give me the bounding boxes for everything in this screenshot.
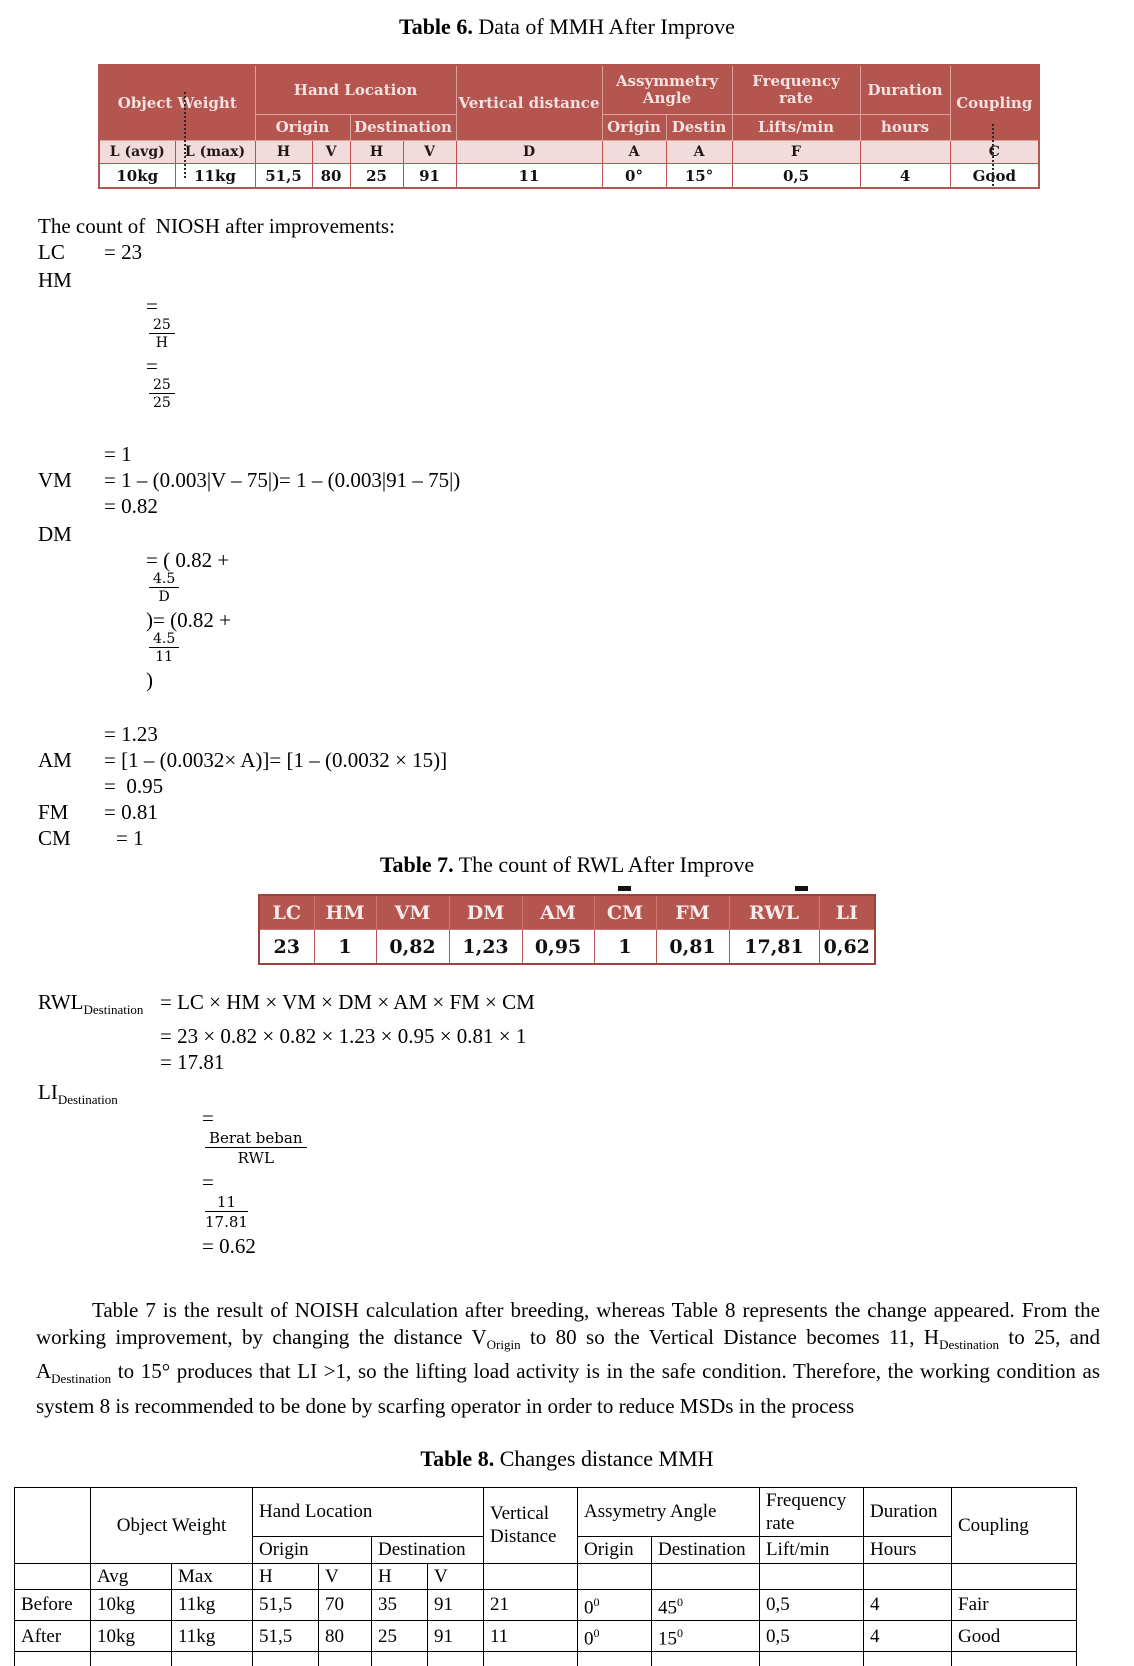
equals-sign: = bbox=[146, 354, 158, 378]
formula-dm-mid: )= (0.82 + bbox=[146, 608, 231, 632]
niosh-intro: The count of NIOSH after improvements: bbox=[38, 214, 395, 238]
t8-sub-empty bbox=[864, 1563, 952, 1589]
formula-label-cm: CM bbox=[38, 826, 71, 850]
t6-value-cell: 11 bbox=[456, 164, 602, 189]
t7-header-cm: CM bbox=[594, 895, 656, 930]
table6-wrapper bbox=[98, 64, 1038, 189]
t6-header-coupling: Coupling bbox=[950, 65, 1039, 141]
table8-caption-number: Table 8. bbox=[420, 1445, 495, 1471]
t8-header-object-weight: Object Weight bbox=[91, 1487, 253, 1563]
table8 bbox=[14, 1487, 1077, 1666]
t8-sub-empty bbox=[15, 1563, 91, 1589]
formula-dm-pre: = ( 0.82 + bbox=[146, 548, 230, 572]
paragraph-text: to 15° produces that LI >1, so the lifting load activity is in the safe condition. Therefore, the working condition as system 8 is recommended to be done by scarfing operator in order to reduce MSDs in the process bbox=[36, 1359, 1100, 1418]
t6-sub-cell: V bbox=[312, 141, 350, 164]
angle-superscript: 0 bbox=[677, 1594, 683, 1609]
t8-cell: Good bbox=[952, 1620, 1077, 1651]
t8-cutoff-cell bbox=[253, 1652, 319, 1666]
scan-artifact-dotted-line bbox=[992, 124, 994, 186]
t6-sub-cell bbox=[860, 141, 950, 164]
t7-value-li: 0,62 bbox=[819, 930, 875, 965]
equals-sign: = bbox=[146, 294, 158, 318]
table6 bbox=[98, 64, 1040, 189]
t8-sub-empty bbox=[652, 1563, 760, 1589]
t8-cell: 35 bbox=[372, 1589, 428, 1620]
t8-cell: 11kg bbox=[172, 1589, 253, 1620]
t8-cell: 0,5 bbox=[760, 1620, 864, 1651]
t8-cell: 25 bbox=[372, 1620, 428, 1651]
t7-header-dm: DM bbox=[449, 895, 522, 930]
fraction-berat-beban-rwl: $\frac{\text{Berat beban}}{\text{RWL}}$ bbox=[205, 1129, 307, 1167]
t6-sub-cell: H bbox=[350, 141, 403, 164]
fraction-25-25: $\frac{25}{25}$ bbox=[149, 377, 175, 411]
angle-value: 0 bbox=[584, 1628, 594, 1650]
t8-header-origin: Origin bbox=[253, 1536, 372, 1563]
angle-superscript: 0 bbox=[677, 1625, 683, 1640]
t8-cell: 0,5 bbox=[760, 1589, 864, 1620]
formula-dm bbox=[104, 521, 231, 719]
t8-row-label: After bbox=[15, 1620, 91, 1651]
t8-sub-empty bbox=[760, 1563, 864, 1589]
li-result: = 0.62 bbox=[202, 1234, 256, 1259]
t6-value-cell: 0° bbox=[602, 164, 666, 189]
t6-sub-cell: L (avg) bbox=[99, 141, 175, 164]
t8-header-hand-location: Hand Location bbox=[253, 1487, 484, 1536]
equals-sign: = bbox=[202, 1170, 214, 1195]
t6-value-cell: 4 bbox=[860, 164, 950, 189]
formula-dm-post: ) bbox=[146, 668, 153, 692]
t6-value-cell: 51,5 bbox=[255, 164, 312, 189]
t8-cell: 51,5 bbox=[253, 1589, 319, 1620]
fraction-25-H: $\frac{25}{H}$ bbox=[149, 317, 175, 351]
t8-header-angle-destination: Destination bbox=[652, 1536, 760, 1563]
table7 bbox=[258, 894, 876, 965]
t8-cell: 21 bbox=[484, 1589, 578, 1620]
t6-value-cell: 0,5 bbox=[732, 164, 860, 189]
rwl-line3: = 17.81 bbox=[160, 1050, 225, 1075]
li-formula bbox=[160, 1079, 310, 1285]
li-destination-label bbox=[38, 1079, 160, 1113]
angle-value: 15 bbox=[658, 1628, 677, 1650]
t8-cell: 70 bbox=[319, 1589, 372, 1620]
t6-sub-cell: A bbox=[666, 141, 732, 164]
t8-cell: 91 bbox=[428, 1620, 484, 1651]
equals-sign: = bbox=[202, 1106, 214, 1131]
fraction-45-11: $\frac{4.5}{11}$ bbox=[149, 631, 179, 665]
li-base: LI bbox=[38, 1080, 58, 1105]
formula-label-vm: VM bbox=[38, 468, 72, 492]
table6-caption-number: Table 6. bbox=[399, 14, 473, 39]
paper-page bbox=[0, 14, 1134, 1650]
formula-label-am: AM bbox=[38, 748, 72, 772]
formula-label-lc: LC bbox=[38, 240, 65, 264]
t6-value-cell: 91 bbox=[403, 164, 456, 189]
t7-header-li: LI bbox=[819, 895, 875, 930]
t6-header-object-weight: Object Weight bbox=[99, 65, 255, 141]
t8-cell-angle bbox=[652, 1620, 760, 1651]
t6-value-cell: Good bbox=[950, 164, 1039, 189]
t6-value-cell: 80 bbox=[312, 164, 350, 189]
t8-sub-h: H bbox=[372, 1563, 428, 1589]
t6-header-origin: Origin bbox=[255, 115, 350, 141]
t7-header-am: AM bbox=[522, 895, 594, 930]
scan-artifact-dotted-line bbox=[184, 92, 186, 178]
subscript-origin: Origin bbox=[486, 1337, 521, 1353]
t6-sub-cell: D bbox=[456, 141, 602, 164]
t8-cell: 11 bbox=[484, 1620, 578, 1651]
t8-cutoff-cell bbox=[952, 1652, 1077, 1666]
t6-sub-cell: L (max) bbox=[175, 141, 255, 164]
formula-vm-result: = 0.82 bbox=[104, 494, 158, 518]
t7-value-fm: 0,81 bbox=[656, 930, 729, 965]
t7-header-vm: VM bbox=[376, 895, 449, 930]
t7-value-hm: 1 bbox=[314, 930, 376, 965]
table6-caption-text: Data of MMH After Improve bbox=[472, 14, 735, 39]
t8-header-angle-origin: Origin bbox=[578, 1536, 652, 1563]
t8-cell-angle bbox=[652, 1589, 760, 1620]
formula-dm-result: = 1.23 bbox=[104, 722, 158, 746]
formula-label-fm: FM bbox=[38, 800, 69, 824]
table8-caption-text: Changes distance MMH bbox=[494, 1445, 714, 1471]
t8-cell: 80 bbox=[319, 1620, 372, 1651]
li-subscript: Destination bbox=[57, 1092, 118, 1108]
t8-cell-angle bbox=[578, 1620, 652, 1651]
t8-sub-v: V bbox=[319, 1563, 372, 1589]
t8-header-vertical-distance: Vertical Distance bbox=[484, 1487, 578, 1563]
t6-header-lifts-min: Lifts/min bbox=[732, 115, 860, 141]
formula-label-dm: DM bbox=[38, 522, 72, 546]
subscript-destination: Destination bbox=[51, 1371, 112, 1387]
t7-header-rwl: RWL bbox=[729, 895, 819, 930]
scan-artifact-mark bbox=[618, 886, 631, 891]
t8-cutoff-cell bbox=[172, 1652, 253, 1666]
rwl-base: RWL bbox=[38, 990, 84, 1014]
t6-header-hours: hours bbox=[860, 115, 950, 141]
t8-sub-v: V bbox=[428, 1563, 484, 1589]
body-paragraph bbox=[36, 1297, 1100, 1419]
t8-header-assymetry-angle: Assymetry Angle bbox=[578, 1487, 760, 1536]
t8-sub-avg: Avg bbox=[91, 1563, 172, 1589]
t8-cutoff-cell bbox=[319, 1652, 372, 1666]
rwl-subscript: Destination bbox=[83, 1002, 144, 1018]
t8-cell: 11kg bbox=[172, 1620, 253, 1651]
formula-fm: = 0.81 bbox=[104, 800, 158, 824]
angle-superscript: 0 bbox=[593, 1625, 600, 1640]
t8-row-label: Before bbox=[15, 1589, 91, 1620]
formula-vm: = 1 – (0.003|V – 75|)= 1 – (0.003|91 – 75|) bbox=[104, 468, 461, 492]
t8-cutoff-cell bbox=[578, 1652, 652, 1666]
t6-sub-cell: H bbox=[255, 141, 312, 164]
t8-sub-empty bbox=[578, 1563, 652, 1589]
t8-header-lift-min: Lift/min bbox=[760, 1536, 864, 1563]
table7-caption-number: Table 7. bbox=[379, 852, 454, 877]
t8-sub-max: Max bbox=[172, 1563, 253, 1589]
t8-cutoff-cell bbox=[91, 1652, 172, 1666]
t8-cell: 10kg bbox=[91, 1589, 172, 1620]
t8-cutoff-cell bbox=[484, 1652, 578, 1666]
t6-header-angle-destin: Destin bbox=[666, 115, 732, 141]
t6-sub-cell: C bbox=[950, 141, 1039, 164]
t6-header-hand-location: Hand Location bbox=[255, 65, 456, 115]
t7-value-dm: 1,23 bbox=[449, 930, 522, 965]
formula-lc: = 23 bbox=[104, 240, 143, 264]
t8-corner-empty bbox=[15, 1487, 91, 1563]
scan-artifact-mark bbox=[795, 886, 808, 891]
formula-cm: = 1 bbox=[116, 826, 144, 850]
t8-cell-angle bbox=[578, 1589, 652, 1620]
t8-sub-h: H bbox=[253, 1563, 319, 1589]
t6-value-cell: 10kg bbox=[99, 164, 175, 189]
niosh-formula-block bbox=[38, 213, 1134, 851]
fraction-11-1781: $\frac{11}{17.81}$ bbox=[205, 1193, 248, 1232]
formula-hm-result: = 1 bbox=[104, 442, 132, 466]
t7-header-lc: LC bbox=[259, 895, 314, 930]
t8-cutoff-cell bbox=[15, 1652, 91, 1666]
t6-header-frequency-rate: Frequency rate bbox=[732, 65, 860, 115]
formula-hm bbox=[104, 267, 178, 439]
table7-wrapper bbox=[258, 894, 874, 965]
table6-caption bbox=[0, 14, 1134, 40]
t7-value-cm: 1 bbox=[594, 930, 656, 965]
t8-cutoff-cell bbox=[652, 1652, 760, 1666]
t6-header-assymmetry-angle: Assymmetry Angle bbox=[602, 65, 732, 115]
rwl-line1: = LC × HM × VM × DM × AM × FM × CM bbox=[160, 990, 535, 1014]
t6-sub-cell: A bbox=[602, 141, 666, 164]
rwl-destination-label bbox=[38, 989, 160, 1023]
t7-header-fm: FM bbox=[656, 895, 729, 930]
t8-header-coupling: Coupling bbox=[952, 1487, 1077, 1563]
t7-value-vm: 0,82 bbox=[376, 930, 449, 965]
paragraph-text: to 80 so the Vertical Distance becomes 11, H bbox=[520, 1325, 940, 1350]
t6-header-duration: Duration bbox=[860, 65, 950, 115]
table7-caption-text: The count of RWL After Improve bbox=[453, 852, 755, 877]
t6-value-cell: 11kg bbox=[175, 164, 255, 189]
t8-sub-empty bbox=[484, 1563, 578, 1589]
t7-header-hm: HM bbox=[314, 895, 376, 930]
t6-sub-cell: V bbox=[403, 141, 456, 164]
t8-header-destination: Destination bbox=[372, 1536, 484, 1563]
rwl-line2: = 23 × 0.82 × 0.82 × 1.23 × 0.95 × 0.81 × 1 bbox=[160, 1024, 527, 1049]
subscript-destination: Destination bbox=[939, 1337, 999, 1353]
t8-cutoff-cell bbox=[428, 1652, 484, 1666]
formula-am-result: = 0.95 bbox=[104, 774, 164, 798]
t8-header-hours: Hours bbox=[864, 1536, 952, 1563]
t6-sub-cell: F bbox=[732, 141, 860, 164]
t8-cell: 91 bbox=[428, 1589, 484, 1620]
table7-caption bbox=[0, 852, 1134, 878]
paragraph-text: to 25, and A bbox=[36, 1325, 1101, 1384]
t8-cutoff-cell bbox=[760, 1652, 864, 1666]
paragraph-text: Table 7 is the result of NOISH calculation after breeding, whereas Table 8 represents the change appeared. From the working improvement, by changing the distance V bbox=[36, 1298, 1100, 1350]
t8-header-frequency-rate: Frequency rate bbox=[760, 1487, 864, 1536]
t8-sub-empty bbox=[952, 1563, 1077, 1589]
t8-cutoff-cell bbox=[372, 1652, 428, 1666]
angle-superscript: 0 bbox=[593, 1594, 600, 1609]
fraction-45-D: $\frac{4.5}{D}$ bbox=[149, 571, 179, 605]
t7-value-lc: 23 bbox=[259, 930, 314, 965]
t7-value-rwl: 17,81 bbox=[729, 930, 819, 965]
t6-value-cell: 25 bbox=[350, 164, 403, 189]
t6-value-cell: 15° bbox=[666, 164, 732, 189]
rwl-formula-block bbox=[38, 989, 1134, 1285]
t6-header-angle-origin: Origin bbox=[602, 115, 666, 141]
angle-value: 45 bbox=[658, 1596, 677, 1618]
t8-cell: 51,5 bbox=[253, 1620, 319, 1651]
formula-am: = [1 – (0.0032× A)]= [1 – (0.0032 × 15)] bbox=[104, 748, 448, 772]
t8-cell: 4 bbox=[864, 1589, 952, 1620]
t7-value-am: 0,95 bbox=[522, 930, 594, 965]
t8-header-duration: Duration bbox=[864, 1487, 952, 1536]
t8-cell: 4 bbox=[864, 1620, 952, 1651]
t8-cell: Fair bbox=[952, 1589, 1077, 1620]
angle-value: 0 bbox=[584, 1596, 594, 1618]
table8-caption bbox=[0, 1446, 1134, 1472]
t6-header-destination: Destination bbox=[350, 115, 456, 141]
t8-cell: 10kg bbox=[91, 1620, 172, 1651]
t8-cutoff-cell bbox=[864, 1652, 952, 1666]
t6-header-vertical-distance: Vertical distance bbox=[456, 65, 602, 141]
formula-label-hm: HM bbox=[38, 268, 72, 292]
